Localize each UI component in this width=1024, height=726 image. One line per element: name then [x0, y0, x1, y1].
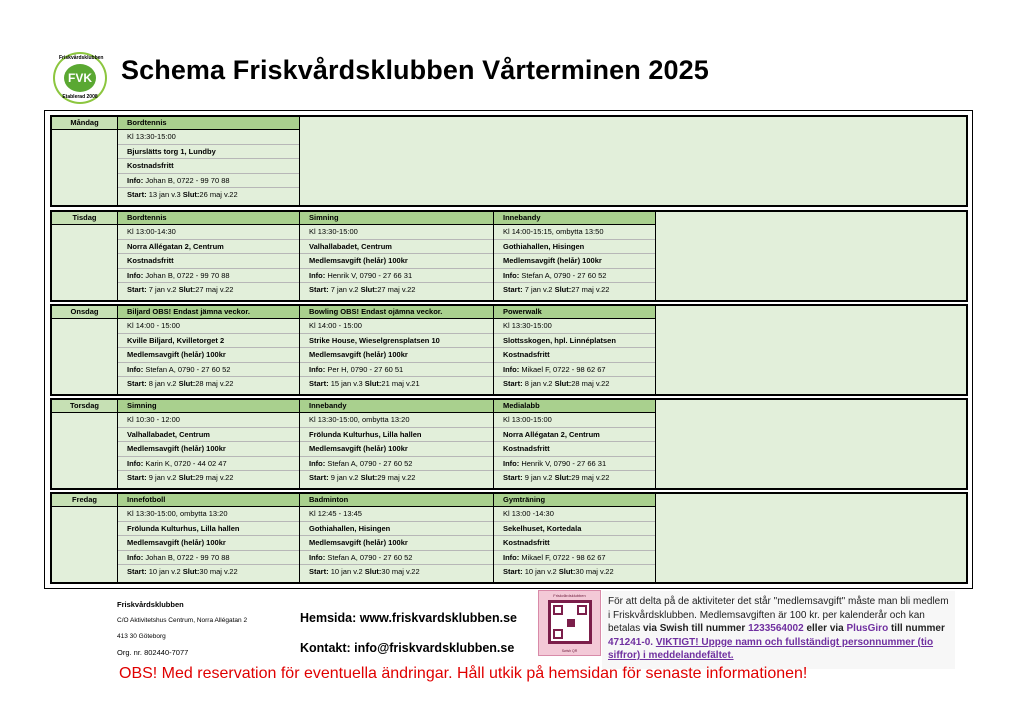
activity-cell — [494, 494, 656, 582]
activity-end: 21 maj v.21 — [381, 379, 420, 389]
activity-name: Badminton — [300, 494, 493, 507]
qr-code-icon — [548, 600, 592, 644]
activity-name: Innebandy — [494, 212, 655, 225]
activity-end: 30 maj v.22 — [381, 567, 420, 577]
activity-start: 9 jan v.2 — [148, 473, 177, 483]
activity-contact: Stefan A, 0790 - 27 60 52 — [327, 458, 413, 468]
activity-start: 7 jan v.2 — [330, 285, 359, 295]
info-till-nummer-2: till nummer — [888, 623, 945, 634]
activity-name: Innefotboll — [118, 494, 299, 507]
activity-name: Simning — [300, 212, 493, 225]
activity-name: Bordtennis — [118, 117, 299, 130]
qr-footer: Swish QR — [561, 649, 578, 653]
info-label: Info: — [127, 270, 144, 280]
activity-place: Norra Allégatan 2, Centrum — [127, 241, 224, 251]
activity-fee: Medlemsavgift (helår) 100kr — [127, 444, 226, 454]
start-label: Start: — [309, 379, 329, 389]
activity-start: 9 jan v.2 — [330, 473, 359, 483]
plusgiro-number: 471241-0. — [608, 636, 654, 648]
activity-place: Frölunda Kulturhus, Lilla hallen — [127, 523, 240, 533]
end-label: Slut: — [554, 473, 572, 483]
activity-fee: Medlemsavgift (helår) 100kr — [309, 538, 408, 548]
swish-number: 1233564002 — [748, 623, 804, 634]
activity-end: 29 maj v.22 — [195, 473, 234, 483]
activity-time: Kl 12:45 - 13:45 — [309, 509, 362, 518]
activity-place: Kville Biljard, Kvilletorget 2 — [127, 335, 225, 345]
activity-time: Kl 13:30-15:00 — [503, 321, 552, 330]
activity-fee: Medlemsavgift (helår) 100kr — [127, 538, 226, 548]
activity-cell — [300, 400, 494, 488]
activity-start: 13 jan v.3 — [148, 190, 181, 200]
activity-place: Valhallabadet, Centrum — [309, 241, 392, 251]
activity-start: 10 jan v.2 — [524, 567, 557, 577]
activity-place: Frölunda Kulturhus, Lilla hallen — [309, 429, 422, 439]
activity-start: 15 jan v.3 — [330, 379, 363, 389]
info-label: Info: — [503, 364, 520, 374]
day-block-måndag — [50, 115, 968, 207]
activity-start: 7 jan v.2 — [148, 285, 177, 295]
activity-time: Kl 13:00-15:00 — [503, 415, 552, 424]
empty-cell — [656, 400, 966, 488]
start-label: Start: — [127, 567, 147, 577]
activity-contact: Johan B, 0722 - 99 70 88 — [145, 175, 230, 185]
info-label: Info: — [503, 270, 520, 280]
day-label: Fredag — [52, 494, 117, 507]
day-label: Måndag — [52, 117, 117, 130]
activity-time: Kl 13:00-14:30 — [127, 227, 176, 236]
day-block-fredag — [50, 492, 968, 584]
activity-fee: Kostnadsfritt — [503, 444, 550, 454]
logo-ring-bottom: Etablerad 2008 — [62, 94, 98, 100]
activity-fee: Medlemsavgift (helår) 100kr — [309, 444, 408, 454]
activity-contact: Karin K, 0720 - 44 02 47 — [145, 458, 227, 468]
day-column — [52, 306, 118, 394]
empty-cell — [656, 306, 966, 394]
start-label: Start: — [309, 473, 329, 483]
activity-start: 10 jan v.2 — [330, 567, 363, 577]
activity-cell — [300, 212, 494, 300]
activity-cell — [118, 494, 300, 582]
start-label: Start: — [127, 473, 147, 483]
org-info — [117, 597, 247, 661]
start-label: Start: — [503, 567, 523, 577]
info-label: Info: — [127, 552, 144, 562]
activity-fee: Medlemsavgift (helår) 100kr — [309, 350, 408, 360]
empty-cell — [656, 212, 966, 300]
activity-fee: Medlemsavgift (helår) 100kr — [309, 256, 408, 266]
start-label: Start: — [309, 567, 329, 577]
activity-name: Medialabb — [494, 400, 655, 413]
activity-name: Innebandy — [300, 400, 493, 413]
org-address: C/O Aktivitetshus Centrum, Norra Allégatan 2 — [117, 617, 248, 624]
activity-contact: Johan B, 0722 - 99 70 88 — [145, 270, 230, 280]
activity-name: Biljard OBS! Endast jämna veckor. — [118, 306, 299, 319]
day-block-tisdag — [50, 210, 968, 302]
end-label: Slut: — [178, 473, 196, 483]
end-label: Slut: — [178, 379, 196, 389]
activity-end: 30 maj v.22 — [575, 567, 614, 577]
day-block-onsdag — [50, 304, 968, 396]
activity-name: Gymträning — [494, 494, 655, 507]
day-block-torsdag — [50, 398, 968, 490]
activity-time: Kl 13:30-15:00, ombytta 13:20 — [309, 415, 410, 424]
org-zip: 413 30 Göteborg — [117, 633, 166, 640]
info-till-nummer: till nummer — [688, 623, 749, 634]
activity-name: Simning — [118, 400, 299, 413]
activity-contact: Mikael F, 0722 - 98 62 67 — [521, 552, 606, 562]
activity-fee: Medlemsavgift (helår) 100kr — [127, 350, 226, 360]
info-label: Info: — [127, 458, 144, 468]
activity-cell — [118, 306, 300, 394]
page-title: Schema Friskvårdsklubben Vårterminen 2025 — [121, 55, 709, 85]
activity-end: 29 maj v.22 — [571, 473, 610, 483]
start-label: Start: — [127, 285, 147, 295]
activity-time: Kl 13:30-15:00 — [309, 227, 358, 236]
activity-start: 9 jan v.2 — [524, 473, 553, 483]
info-label: Info: — [309, 458, 326, 468]
activity-place: Gothiahallen, Hisingen — [503, 241, 585, 251]
info-label: Info: — [127, 175, 144, 185]
qr-header: Friskvårdsklubben — [553, 593, 586, 598]
activity-time: Kl 13:30-15:00 — [127, 132, 176, 141]
plusgiro-label: PlusGiro — [846, 623, 889, 634]
info-label: Info: — [127, 364, 144, 374]
website-link[interactable]: Hemsida: www.friskvardsklubben.se — [300, 611, 517, 625]
activity-contact: Mikael F, 0722 - 98 62 67 — [521, 364, 606, 374]
activity-fee: Kostnadsfritt — [127, 256, 174, 266]
activity-place: Norra Allégatan 2, Centrum — [503, 429, 600, 439]
activity-contact: Henrik V, 0790 - 27 66 31 — [327, 270, 413, 280]
contact-email[interactable]: Kontakt: info@friskvardsklubben.se — [300, 641, 515, 655]
activity-end: 27 maj v.22 — [195, 285, 234, 295]
activity-place: Slottsskogen, hpl. Linnéplatsen — [503, 335, 616, 345]
activity-name: Powerwalk — [494, 306, 655, 319]
info-via-swish: via Swish — [643, 623, 689, 634]
activity-time: Kl 14:00 - 15:00 — [127, 321, 180, 330]
activity-end: 28 maj v.22 — [195, 379, 234, 389]
activity-cell — [118, 117, 300, 205]
activity-name: Bordtennis — [118, 212, 299, 225]
activity-cell — [494, 212, 656, 300]
activity-end: 30 maj v.22 — [199, 567, 238, 577]
activity-contact: Stefan A, 0790 - 27 60 52 — [327, 552, 413, 562]
activity-time: Kl 10:30 - 12:00 — [127, 415, 180, 424]
activity-time: Kl 14:00 - 15:00 — [309, 321, 362, 330]
info-label: Info: — [309, 552, 326, 562]
activity-place: Gothiahallen, Hisingen — [309, 523, 391, 533]
end-label: Slut: — [360, 285, 378, 295]
logo-badge: FVK — [64, 64, 96, 92]
info-label: Info: — [503, 458, 520, 468]
activity-place: Valhallabadet, Centrum — [127, 429, 210, 439]
day-label: Tisdag — [52, 212, 117, 225]
info-eller-via: eller via — [803, 623, 847, 634]
membership-info — [602, 591, 955, 669]
activity-contact: Stefan A, 0790 - 27 60 52 — [521, 270, 607, 280]
activity-start: 8 jan v.2 — [524, 379, 553, 389]
info-label: Info: — [309, 364, 326, 374]
activity-start: 10 jan v.2 — [148, 567, 181, 577]
empty-cell — [656, 494, 966, 582]
activity-contact: Johan B, 0722 - 99 70 88 — [145, 552, 230, 562]
activity-place: Bjurslätts torg 1, Lundby — [127, 146, 216, 156]
day-column — [52, 400, 118, 488]
info-label: Info: — [503, 552, 520, 562]
activity-cell — [300, 494, 494, 582]
start-label: Start: — [503, 285, 523, 295]
disclaimer: OBS! Med reservation för eventuella ändringar. Håll utkik på hemsidan för senaste informationen! — [119, 665, 808, 682]
logo-ring-top: Friskvårdsklubben — [59, 55, 104, 61]
end-label: Slut: — [364, 567, 382, 577]
activity-start: 7 jan v.2 — [524, 285, 553, 295]
activity-name: Bowling OBS! Endast ojämna veckor. — [300, 306, 493, 319]
start-label: Start: — [127, 190, 147, 200]
activity-cell — [300, 306, 494, 394]
org-number: Org. nr. 802440-7077 — [117, 648, 189, 657]
activity-time: Kl 13:30-15:00, ombytta 13:20 — [127, 509, 228, 518]
end-label: Slut: — [554, 379, 572, 389]
end-label: Slut: — [554, 285, 572, 295]
activity-fee: Kostnadsfritt — [127, 161, 174, 171]
activity-time: Kl 14:00-15:15, ombytta 13:50 — [503, 227, 604, 236]
activity-end: 28 maj v.22 — [571, 379, 610, 389]
activity-contact: Stefan A, 0790 - 27 60 52 — [145, 364, 231, 374]
end-label: Slut: — [364, 379, 382, 389]
day-column — [52, 212, 118, 300]
activity-place: Strike House, Wieselgrensplatsen 10 — [309, 335, 440, 345]
swish-qr-code — [538, 590, 601, 656]
end-label: Slut: — [178, 285, 196, 295]
activity-place: Sekelhuset, Kortedala — [503, 523, 582, 533]
end-label: Slut: — [558, 567, 576, 577]
info-label: Info: — [309, 270, 326, 280]
activity-fee: Kostnadsfritt — [503, 350, 550, 360]
day-column — [52, 494, 118, 582]
activity-fee: Kostnadsfritt — [503, 538, 550, 548]
important-note: VIKTIGT! Uppge namn och fullständigt personnummer (tio siffror) i meddelandefältet. — [608, 636, 934, 661]
day-column — [52, 117, 118, 205]
start-label: Start: — [127, 379, 147, 389]
info-text: För att delta på de aktiviteter det står "medlemsavgift" måste man bli medlem i Friskvårdsklubben. Medlemsavgiften är 100 kr. per kalenderår och kan betalas — [608, 596, 949, 634]
empty-cell — [300, 117, 966, 205]
activity-cell — [118, 212, 300, 300]
start-label: Start: — [503, 379, 523, 389]
end-label: Slut: — [182, 567, 200, 577]
activity-cell — [118, 400, 300, 488]
activity-cell — [494, 306, 656, 394]
activity-cell — [494, 400, 656, 488]
activity-time: Kl 13:00 -14:30 — [503, 509, 554, 518]
activity-end: 29 maj v.22 — [377, 473, 416, 483]
start-label: Start: — [309, 285, 329, 295]
activity-contact: Henrik V, 0790 - 27 66 31 — [521, 458, 607, 468]
end-label: Slut: — [182, 190, 200, 200]
start-label: Start: — [503, 473, 523, 483]
activity-end: 26 maj v.22 — [199, 190, 238, 200]
activity-end: 27 maj v.22 — [377, 285, 416, 295]
day-label: Onsdag — [52, 306, 117, 319]
activity-contact: Per H, 0790 - 27 60 51 — [327, 364, 404, 374]
day-label: Torsdag — [52, 400, 117, 413]
club-logo — [53, 52, 107, 104]
org-name: Friskvårdsklubben — [117, 600, 184, 609]
end-label: Slut: — [360, 473, 378, 483]
activity-start: 8 jan v.2 — [148, 379, 177, 389]
activity-end: 27 maj v.22 — [571, 285, 610, 295]
activity-fee: Medlemsavgift (helår) 100kr — [503, 256, 602, 266]
